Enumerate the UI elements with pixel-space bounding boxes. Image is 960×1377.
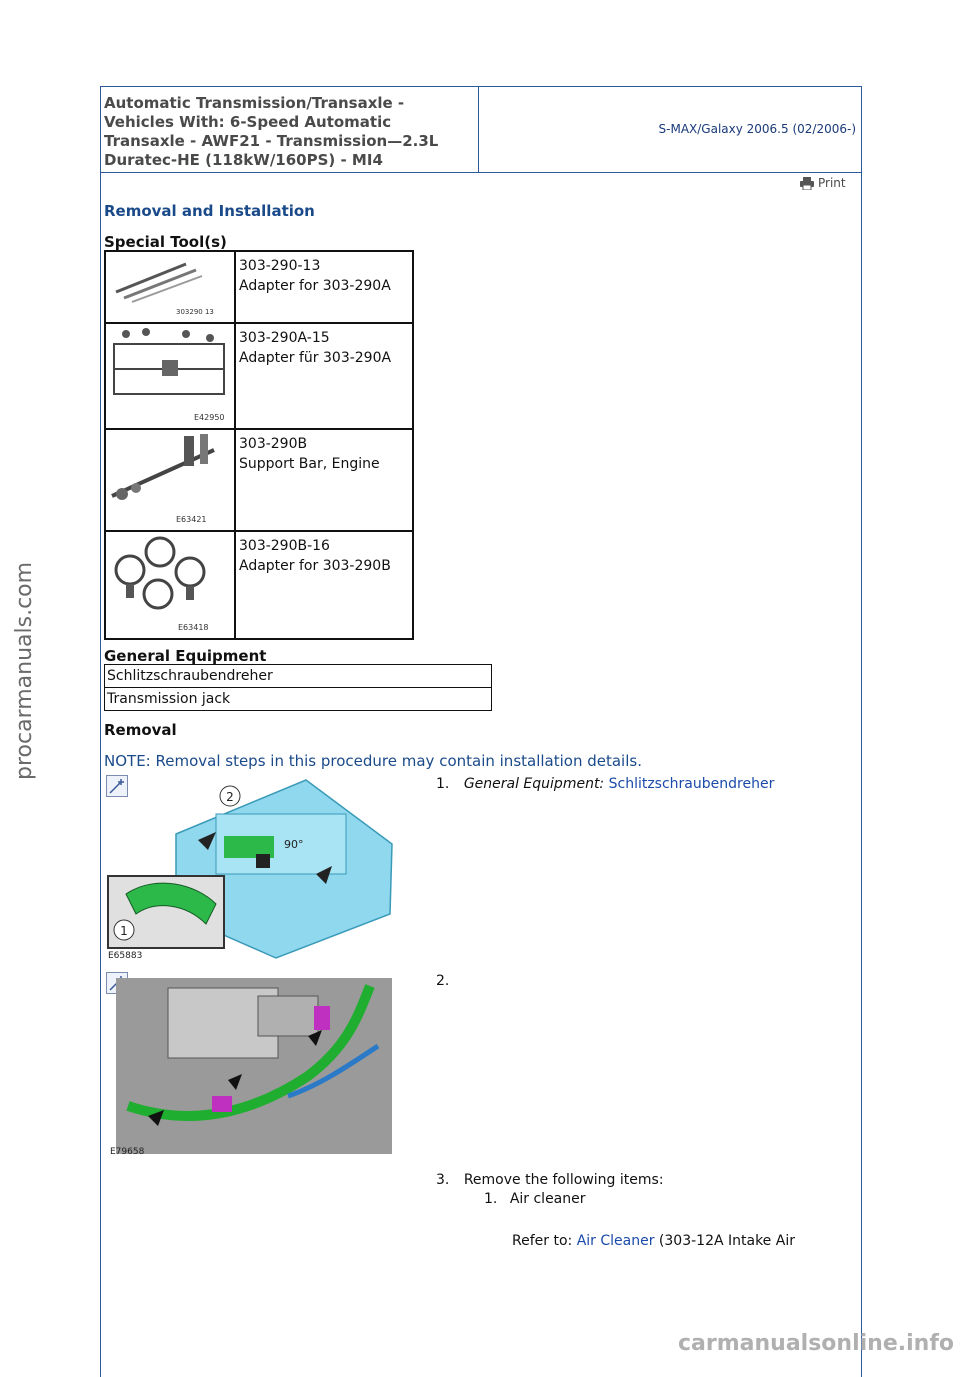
header-title: Automatic Transmission/Transaxle - Vehicles With: 6-Speed Automatic Transaxle - AWF21 - Transmission—2.3L Duratec-HE (118kW/160PS) - MI4	[104, 94, 439, 169]
equipment-item: Transmission jack	[105, 688, 492, 711]
print-button[interactable]	[800, 176, 846, 190]
footer-watermark: carmanualsonline.info	[678, 1331, 954, 1356]
svg-text:E65883: E65883	[108, 951, 143, 960]
equipment-item: Schlitzschraubendreher	[105, 665, 492, 688]
step-3	[436, 1172, 664, 1188]
refer-line	[512, 1233, 795, 1249]
schlitzschraubendreher-link[interactable]: Schlitzschraubendreher	[608, 776, 775, 792]
tool-row	[105, 531, 413, 639]
tool-row	[105, 251, 413, 323]
step-number: 2.	[436, 973, 450, 989]
printer-icon	[800, 177, 814, 190]
sub-step	[484, 1191, 586, 1207]
tool-name: Adapter for 303-290A	[239, 278, 391, 294]
refer-label: Refer to:	[512, 1233, 573, 1249]
tool-name: Support Bar, Engine	[239, 456, 380, 472]
section-title: Removal and Installation	[104, 202, 315, 220]
svg-text:E79658: E79658	[110, 1147, 145, 1156]
tool-image	[105, 323, 235, 429]
sub-step-number: 1.	[484, 1191, 498, 1207]
tool-code: 303-290A-15	[239, 330, 330, 346]
tool-code: 303-290B-16	[239, 538, 330, 554]
special-tools-heading: Special Tool(s)	[104, 233, 227, 251]
step-1	[436, 776, 774, 792]
tool-row	[105, 429, 413, 531]
svg-text:E42950: E42950	[194, 413, 225, 422]
tool-name: Adapter for 303-290B	[239, 558, 391, 574]
print-label: Print	[818, 176, 846, 190]
tool-code: 303-290-13	[239, 258, 321, 274]
step-number: 3.	[436, 1172, 450, 1188]
callout-label: 1	[120, 924, 128, 938]
callout-label: 90°	[284, 838, 304, 851]
svg-text:E63421: E63421	[176, 515, 207, 524]
tool-image	[105, 531, 235, 639]
step1-illustration	[106, 774, 396, 960]
tool-image	[105, 429, 235, 531]
header-model: S-MAX/Galaxy 2006.5 (02/2006-)	[658, 122, 856, 136]
step-2	[436, 973, 449, 989]
air-cleaner-link[interactable]: Air Cleaner	[576, 1233, 655, 1249]
removal-heading: Removal	[104, 721, 177, 739]
svg-text:303290 13: 303290 13	[176, 308, 214, 316]
step-number: 1.	[436, 776, 450, 792]
callout-label: 2	[226, 790, 234, 804]
refer-rest: (303-12A Intake Air	[658, 1233, 795, 1249]
header-rule	[100, 172, 861, 173]
removal-note: NOTE: Removal steps in this procedure may contain installation details.	[104, 752, 642, 770]
svg-text:E63418: E63418	[178, 623, 209, 632]
step2-illustration	[108, 976, 392, 1156]
sub-step-text: Air cleaner	[509, 1191, 586, 1207]
tool-image	[105, 251, 235, 323]
header-divider	[478, 86, 479, 172]
tool-code: 303-290B	[239, 436, 308, 452]
tool-row	[105, 323, 413, 429]
side-watermark: procarmanuals.com	[12, 561, 37, 780]
step-label: General Equipment:	[463, 776, 605, 792]
general-equipment-heading: General Equipment	[104, 647, 267, 665]
general-equipment-table	[104, 664, 492, 711]
tool-name: Adapter für 303-290A	[239, 350, 392, 366]
special-tools-table	[104, 250, 414, 640]
step-text: Remove the following items:	[463, 1172, 664, 1188]
